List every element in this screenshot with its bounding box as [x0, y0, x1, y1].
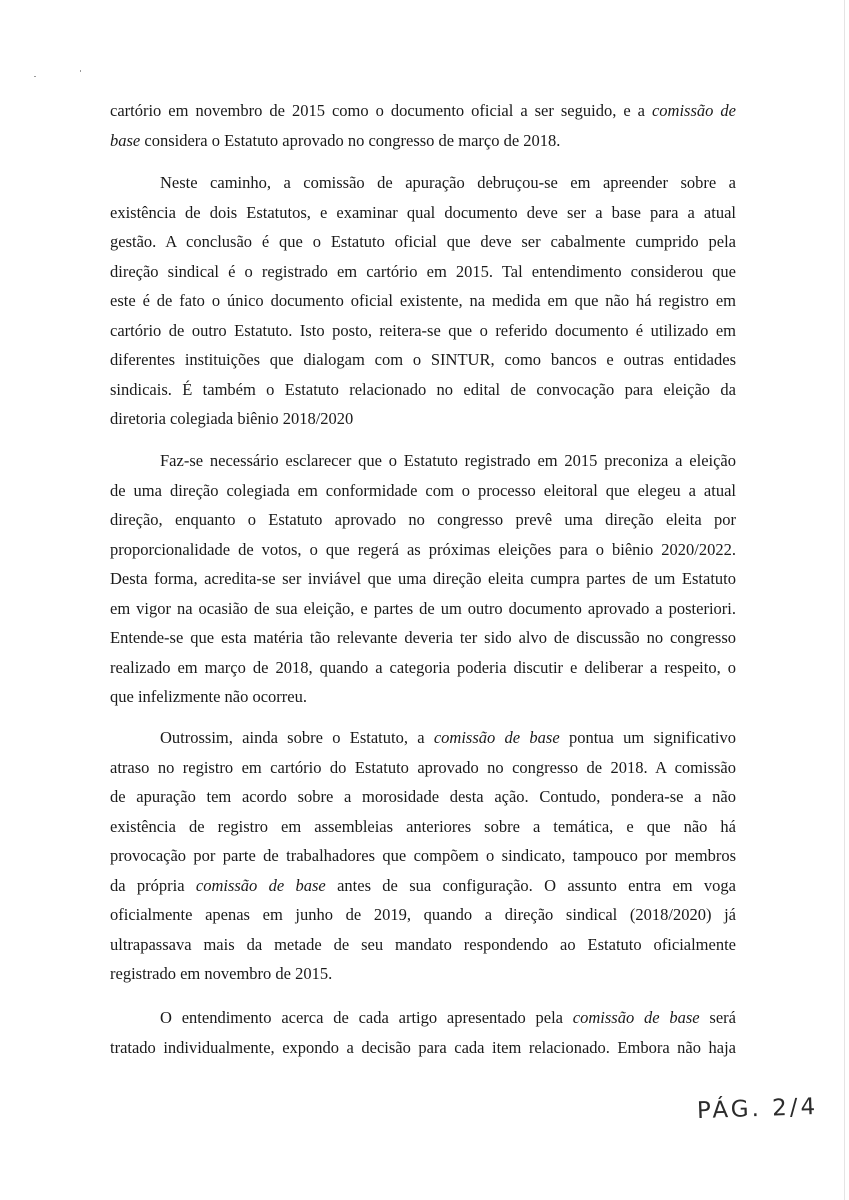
- text-run: provocação por parte de trabalhadores que compõem o sindicato, tampouco por membros: [110, 846, 736, 865]
- text-run: existência de dois Estatutos, e examinar qual documento deve ser a base para a atual: [110, 202, 736, 222]
- paragraph-2: [110, 168, 736, 434]
- text-line: [110, 930, 736, 960]
- text-line: [110, 653, 736, 683]
- text-run: O entendimento acerca de cada artigo apresentado pela: [160, 1008, 573, 1027]
- text-line: [110, 1003, 736, 1033]
- text-run: Faz-se necessário esclarecer que o Estatuto registrado em 2015 preconiza a eleição: [160, 451, 736, 470]
- emphasized-term: comissão de base: [433, 728, 560, 747]
- emphasized-term: comissão de: [651, 101, 736, 120]
- text-run: Neste caminho, a comissão de apuração debruçou-se em apreender sobre a: [160, 173, 736, 192]
- text-run: existência de registro em assembleias anteriores sobre a temática, e que não há: [110, 816, 736, 836]
- text-line: [110, 505, 736, 535]
- text-line: [110, 316, 736, 346]
- text-run: diferentes instituições que dialogam com o SINTUR, como bancos e outras entidades: [110, 350, 736, 369]
- text-run: de uma direção colegiada em conformidade com o processo eleitoral que elegeu a atual: [110, 480, 736, 500]
- text-line: [110, 446, 736, 476]
- text-run: Entende-se que esta matéria tão relevante deveria ter sido alvo de discussão no congresso: [110, 628, 736, 647]
- text-line: [110, 1033, 736, 1063]
- text-run: direção sindical é o registrado em cartório em 2015. Tal entendimento considerou que: [110, 261, 736, 281]
- text-line: [110, 723, 736, 753]
- text-line: [110, 96, 736, 126]
- text-line: [110, 841, 736, 871]
- text-line: [110, 126, 736, 156]
- text-run: ultrapassava mais da metade de seu mandato respondendo ao Estatuto oficialmente: [110, 934, 736, 954]
- text-line: [110, 476, 736, 506]
- text-run: da própria: [110, 875, 196, 895]
- text-run: em vigor na ocasião de sua eleição, e partes de um outro documento aprovado a posteriori.: [110, 598, 736, 618]
- text-run: antes de sua configuração. O assunto entra em voga: [325, 875, 737, 895]
- text-run: será: [699, 1008, 736, 1027]
- text-line: [110, 345, 736, 375]
- text-line: [110, 623, 736, 653]
- text-line: [110, 168, 736, 198]
- paragraph-5: [110, 1003, 736, 1062]
- text-run: cartório de outro Estatuto. Isto posto, reitera-se que o referido documento é utilizado em: [110, 320, 736, 340]
- text-run: oficialmente apenas em junho de 2019, quando a direção sindical (2018/2020) já: [110, 905, 736, 924]
- text-run: tratado individualmente, expondo a decisão para cada item relacionado. Embora não haja: [110, 1037, 736, 1057]
- text-run: diretoria colegiada biênio 2018/2020: [110, 409, 354, 428]
- text-run: pontua um significativo: [559, 728, 736, 747]
- text-run: registrado em novembro de 2015.: [110, 964, 333, 983]
- text-run: cartório em novembro de 2015 como o documento oficial a ser seguido, e a: [110, 101, 652, 120]
- text-line: [110, 564, 736, 594]
- text-run: sindicais. É também o Estatuto relacionado no edital de convocação para eleição da: [110, 379, 736, 399]
- text-run: este é de fato o único documento oficial existente, na medida em que não há registro em: [110, 291, 736, 310]
- text-line: [110, 535, 736, 565]
- text-line: [110, 900, 736, 930]
- text-line: [110, 753, 736, 783]
- scan-speck: [80, 70, 81, 72]
- text-line: [110, 286, 736, 316]
- text-line: [110, 404, 736, 434]
- scan-edge-line: [844, 0, 845, 1200]
- text-run: atraso no registro em cartório do Estatuto aprovado no congresso de 2018. A comissão: [110, 757, 736, 777]
- text-line: [110, 257, 736, 287]
- text-run: realizado em março de 2018, quando a categoria poderia discutir e deliberar a respeito, o: [110, 657, 736, 677]
- text-line: [110, 594, 736, 624]
- text-run: considera o Estatuto aprovado no congresso de março de 2018.: [140, 130, 561, 150]
- paragraph-1: [110, 96, 736, 155]
- text-line: [110, 198, 736, 228]
- text-run: de apuração tem acordo sobre a morosidade desta ação. Contudo, pondera-se a não: [110, 787, 736, 806]
- text-line: [110, 227, 736, 257]
- paragraph-4: [110, 723, 736, 989]
- text-line: [110, 375, 736, 405]
- text-run: proporcionalidade de votos, o que regerá as próximas eleições para o biênio 2020/2022.: [110, 539, 736, 559]
- text-line: [110, 782, 736, 812]
- emphasized-term: comissão de base: [572, 1008, 700, 1027]
- scan-speck: [34, 76, 36, 77]
- text-run: direção, enquanto o Estatuto aprovado no congresso prevê uma direção eleita por: [110, 510, 736, 529]
- text-run: Desta forma, acredita-se ser inviável que uma direção eleita cumpra partes de um Estatuto: [110, 569, 736, 588]
- handwritten-page-number: PÁG. 2/4: [696, 1093, 819, 1125]
- text-line: [110, 959, 736, 989]
- emphasized-term: base: [110, 130, 141, 150]
- text-run: Outrossim, ainda sobre o Estatuto, a: [160, 728, 434, 747]
- paragraph-3: [110, 446, 736, 712]
- text-run: gestão. A conclusão é que o Estatuto oficial que deve ser cabalmente cumprido pela: [110, 232, 736, 251]
- text-line: [110, 682, 736, 712]
- emphasized-term: comissão de base: [195, 875, 326, 895]
- text-line: [110, 871, 736, 901]
- text-run: que infelizmente não ocorreu.: [110, 687, 307, 706]
- text-line: [110, 812, 736, 842]
